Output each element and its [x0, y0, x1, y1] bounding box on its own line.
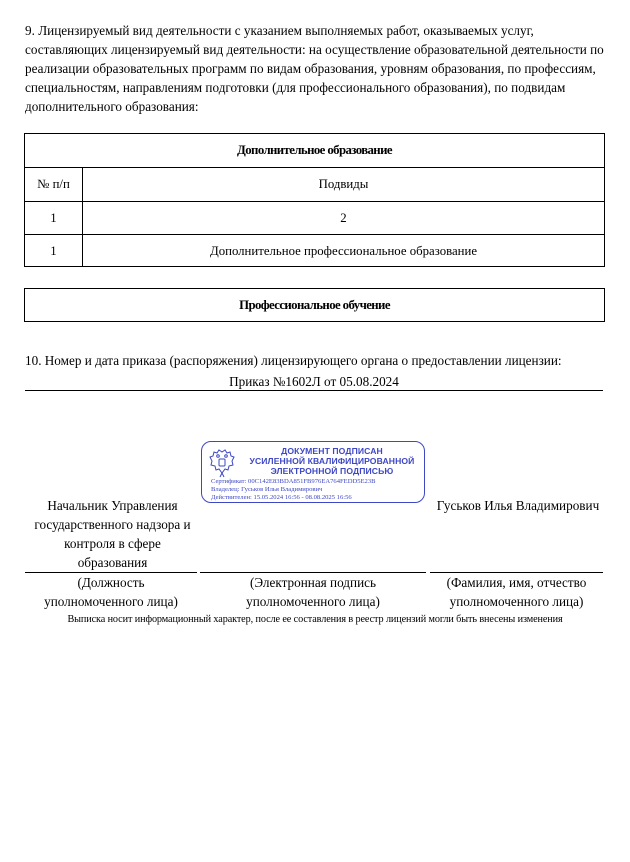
table-row [25, 201, 604, 234]
stamp-certificate: Сертификат: 00C142E83BDA851FB976EA764FEDD5E23B [211, 478, 376, 485]
caption-signature: (Электронная подпись уполномоченного лица) [246, 575, 380, 609]
table-cell-subtype: 2 [340, 210, 347, 225]
table-cell-number: 1 [50, 243, 57, 258]
table-header-row [25, 167, 604, 201]
stamp-validity: Действителен: 15.05.2024 16:56 - 08.08.2025 16:56 [211, 494, 352, 501]
disclaimer-notice: Выписка носит информационный характер, после ее составления в реестр лицензий могли быть внесены изменения [67, 614, 563, 625]
professional-training-table [24, 288, 605, 322]
order-underline [25, 390, 603, 391]
official-name: Гуськов Илья Владимирович [436, 498, 600, 513]
stamp-title: ДОКУМЕНТ ПОДПИСАН УСИЛЕННОЙ КВАЛИФИЦИРОВАННОЙ ЭЛЕКТРОННОЙ ПОДПИСЬЮ [249, 446, 415, 476]
column-header-number: № п/п [37, 177, 70, 191]
table-cell-number: 1 [50, 210, 57, 225]
table-cell-subtype: Дополнительное профессиональное образование [209, 243, 478, 258]
coat-of-arms-icon [208, 448, 236, 478]
table-heading: Профессиональное обучение [239, 297, 390, 312]
section-9-text: 9. Лицензируемый вид деятельности с указанием выполняемых работ, оказываемых услуг, составляющих лицензируемый вид деятельности: на осуществление образовательной деятельности по реализации образовательных программ по видам образования, уровням образования, по профессиям, специальностям, направлениям подготовки (для профессионального образования), по подвидам дополнительного образования: [25, 23, 604, 114]
section-10-label: 10. Номер и дата приказа (распоряжения) лицензирующего органа о предоставлении лицензии: [25, 353, 562, 368]
order-number: Приказ №1602Л от 05.08.2024 [229, 374, 399, 389]
caption-name: (Фамилия, имя, отчество уполномоченного лица) [446, 575, 587, 609]
table-row [25, 234, 604, 267]
additional-education-table [24, 133, 605, 267]
table-heading-row [25, 134, 604, 167]
stamp-owner: Владелец: Гуськов Илья Владимирович [211, 486, 323, 493]
caption-position: (Должность уполномоченного лица) [44, 575, 178, 609]
electronic-signature-stamp [201, 441, 425, 503]
table-heading: Дополнительное образование [237, 143, 392, 157]
column-header-subtypes: Подвиды [318, 177, 369, 191]
official-position: Начальник Управления государственного надзора и контроля в сфере образования [34, 498, 191, 570]
